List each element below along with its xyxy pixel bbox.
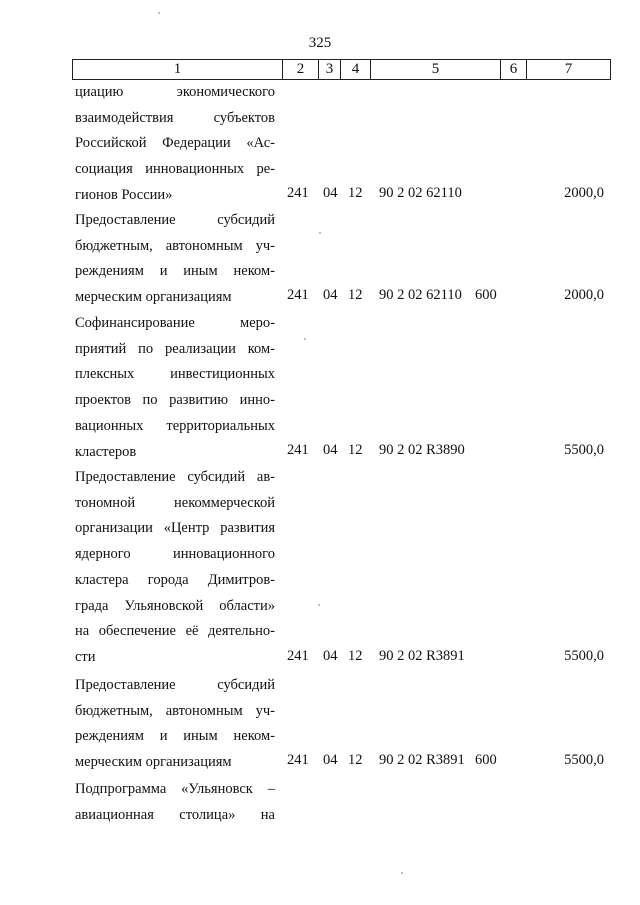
cell-subsection: 12: [348, 752, 363, 768]
description-line: кластеров: [75, 443, 137, 460]
cell-target-article: 90 2 02 R3891: [379, 648, 465, 664]
description-line: бюджетным, автономным уч-: [75, 702, 275, 719]
cell-ministry-code: 241: [287, 442, 309, 458]
cell-subsection: 12: [348, 442, 363, 458]
description-line: приятий по реализации ком-: [75, 340, 275, 357]
row-description: [75, 465, 275, 671]
description-line: тономной некоммерческой: [75, 494, 275, 511]
cell-expense-type: 600: [475, 752, 497, 768]
cell-subsection: 12: [348, 287, 363, 303]
cell-section: 04: [323, 752, 338, 768]
column-header-5: 5: [371, 60, 501, 80]
description-line: бюджетным, автономным уч-: [75, 237, 275, 254]
description-line: гионов России»: [75, 186, 173, 203]
column-header-3: 3: [319, 60, 341, 80]
cell-target-article: 90 2 02 R3891: [379, 752, 465, 768]
row-description: [75, 80, 275, 209]
scan-speck: [401, 872, 403, 874]
cell-ministry-code: 241: [287, 287, 309, 303]
cell-target-article: 90 2 02 62110: [379, 185, 462, 201]
description-line: социация инновационных ре-: [75, 161, 275, 178]
cell-subsection: 12: [348, 648, 363, 664]
description-line: организации «Центр развития: [75, 520, 275, 537]
page-number: 325: [308, 35, 332, 51]
cell-amount: 5500,0: [564, 648, 604, 664]
column-header-6: 6: [501, 60, 527, 80]
cell-ministry-code: 241: [287, 185, 309, 201]
scan-speck: [158, 12, 160, 14]
row-description: [75, 673, 275, 776]
cell-ministry-code: 241: [287, 648, 309, 664]
cell-subsection: 12: [348, 185, 363, 201]
cell-target-article: 90 2 02 62110: [379, 287, 462, 303]
cell-amount: 5500,0: [564, 442, 604, 458]
description-line: циацию экономического: [75, 84, 275, 100]
cell-amount: 5500,0: [564, 752, 604, 768]
description-line: Подпрограмма «Ульяновск –: [75, 781, 275, 797]
cell-section: 04: [323, 442, 338, 458]
row-description: [75, 311, 275, 465]
column-header-table: [72, 59, 611, 80]
description-line: вационных территориальных: [75, 417, 275, 434]
description-line: взаимодействия субъектов: [75, 109, 275, 126]
description-line: Софинансирование меро-: [75, 315, 275, 331]
cell-amount: 2000,0: [564, 287, 604, 303]
description-line: мерческим организациям: [75, 754, 232, 771]
description-line: на обеспечение её деятельно-: [75, 623, 275, 640]
description-line: кластера города Димитров-: [75, 571, 275, 588]
cell-expense-type: 600: [475, 287, 497, 303]
description-line: Предоставление субсидий ав-: [75, 469, 275, 485]
column-header-4: 4: [341, 60, 371, 80]
cell-amount: 2000,0: [564, 185, 604, 201]
cell-target-article: 90 2 02 R3890: [379, 442, 465, 458]
scan-speck: [319, 232, 321, 234]
column-header-7: 7: [527, 60, 611, 80]
cell-section: 04: [323, 648, 338, 664]
description-line: Предоставление субсидий: [75, 677, 275, 693]
row-description: [75, 208, 275, 311]
description-line: проектов по развитию инно-: [75, 392, 275, 409]
row-description: [75, 777, 275, 828]
scan-speck: [318, 604, 320, 606]
description-line: града Ульяновской области»: [75, 597, 275, 614]
description-line: Предоставление субсидий: [75, 212, 275, 228]
description-line: реждениям и иным неком-: [75, 728, 275, 745]
column-header-1: 1: [73, 60, 283, 80]
cell-section: 04: [323, 287, 338, 303]
cell-ministry-code: 241: [287, 752, 309, 768]
cell-section: 04: [323, 185, 338, 201]
column-header-2: 2: [283, 60, 319, 80]
description-line: Российской Федерации «Ас-: [75, 135, 275, 152]
scan-speck: [304, 338, 306, 340]
description-line: авиационная столица» на: [75, 806, 275, 823]
description-line: реждениям и иным неком-: [75, 263, 275, 280]
description-line: мерческим организациям: [75, 289, 232, 306]
description-line: сти: [75, 648, 96, 665]
description-line: плексных инвестиционных: [75, 366, 275, 383]
description-line: ядерного инновационного: [75, 546, 275, 563]
